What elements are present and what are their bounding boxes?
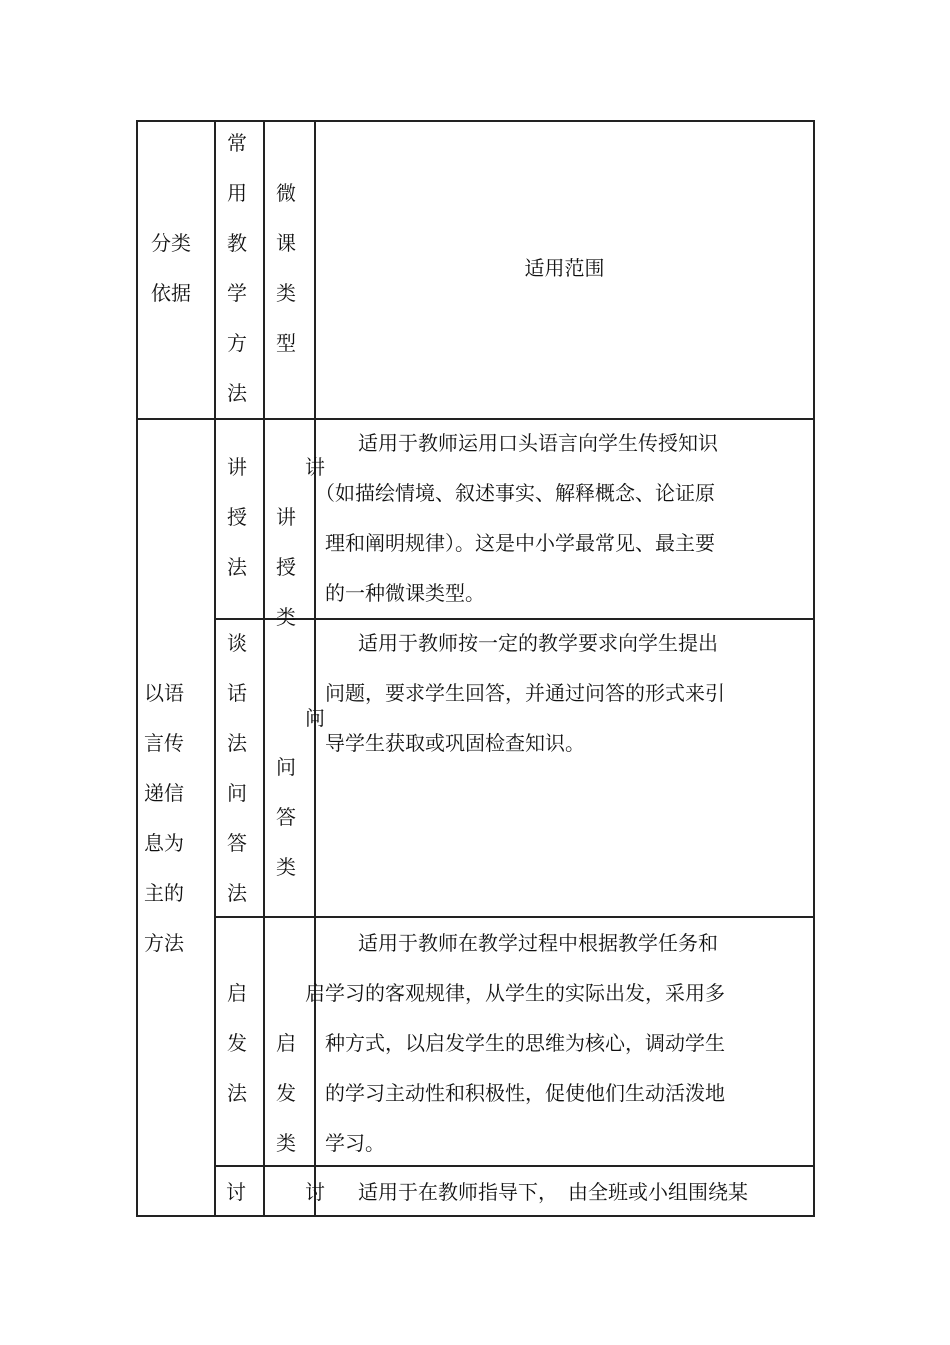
row1-scope-line3: 理和阐明规律）。这是中小学最常见、最主要 bbox=[325, 531, 715, 555]
group1-basis-line6: 方法 bbox=[144, 931, 184, 955]
row2-type: 问答类 bbox=[276, 755, 296, 879]
header-type: 微课类型 bbox=[276, 181, 296, 355]
row1-scope-line4: 的一种微课类型。 bbox=[325, 581, 485, 605]
row3-scope-line5: 学习。 bbox=[325, 1131, 385, 1155]
row1-method: 讲授法 bbox=[227, 455, 247, 579]
column-divider-1 bbox=[214, 120, 216, 1216]
table-right-border bbox=[813, 120, 815, 1216]
header-scope: 适用范围 bbox=[524, 256, 605, 280]
table-left-border bbox=[136, 120, 138, 1216]
row4-scope-line1: 适用于在教师指导下， 由全班或小组围绕某 bbox=[358, 1180, 748, 1204]
header-basis-line1: 分类 bbox=[151, 231, 191, 255]
row3-scope-line2: 学习的客观规律，从学生的实际出发，采用多 bbox=[325, 981, 725, 1005]
row2-scope-line2: 问题，要求学生回答，并通过问答的形式来引 bbox=[325, 681, 725, 705]
row3-type-overlap: 启 bbox=[305, 981, 325, 1005]
row2-scope-line3: 导学生获取或巩固检查知识。 bbox=[325, 731, 585, 755]
row3-method: 启发法 bbox=[227, 981, 247, 1105]
group1-basis-line1: 以语 bbox=[144, 681, 184, 705]
row1-scope-line1: 适用于教师运用口头语言向学生传授知识 bbox=[358, 431, 718, 455]
row2-type-overlap: 问 bbox=[305, 706, 325, 730]
group1-basis-line2: 言传 bbox=[144, 731, 184, 755]
row3-scope-line4: 的学习主动性和积极性，促使他们生动活泼地 bbox=[325, 1081, 725, 1105]
row3-scope-line3: 种方式，以启发学生的思维为核心，调动学生 bbox=[325, 1031, 725, 1055]
row4-type: 讨 bbox=[305, 1180, 325, 1204]
row1-type-overlap: 讲 bbox=[305, 455, 325, 479]
header-method: 常用教学方法 bbox=[227, 131, 247, 405]
row3-scope-line1: 适用于教师在教学过程中根据教学任务和 bbox=[358, 931, 718, 955]
row1-type: 讲授类 bbox=[276, 505, 296, 629]
header-basis-line2: 依据 bbox=[151, 281, 191, 305]
group1-basis-line4: 息为 bbox=[144, 831, 184, 855]
column-divider-2 bbox=[263, 120, 265, 1216]
group1-basis-line3: 递信 bbox=[144, 781, 184, 805]
row4-method: 讨 bbox=[226, 1180, 246, 1204]
row2-method: 谈话法问答法 bbox=[227, 631, 247, 905]
group1-basis-line5: 主的 bbox=[144, 881, 184, 905]
row1-scope-line2: （如描绘情境、叙述事实、解释概念、论证原 bbox=[315, 481, 715, 505]
row3-type: 启发类 bbox=[276, 1031, 296, 1155]
row2-scope-line1: 适用于教师按一定的教学要求向学生提出 bbox=[358, 631, 718, 655]
